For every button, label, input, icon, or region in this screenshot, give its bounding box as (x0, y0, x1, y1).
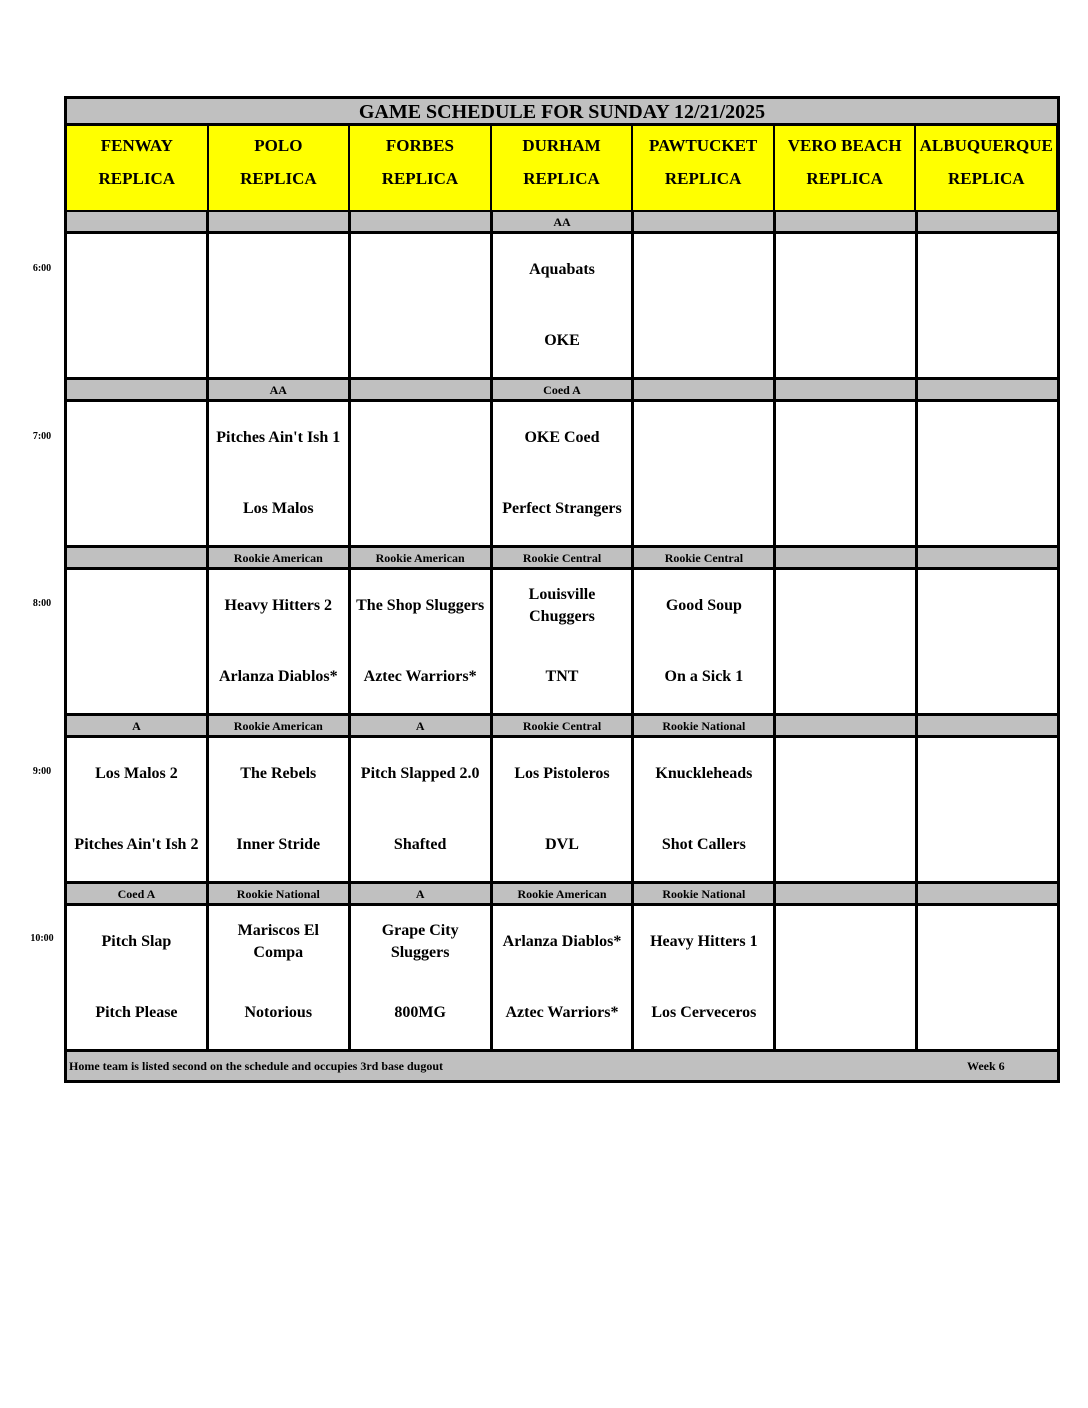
footer-note: Home team is listed second on the schedule and occupies 3rd base dugout (69, 1058, 444, 1073)
time-slots (64, 212, 1060, 1052)
away-team: Louisville Chuggers (528, 585, 596, 625)
game-cell (918, 570, 1060, 716)
game-cell (351, 570, 493, 716)
schedule-table (64, 96, 1060, 1083)
home-team (67, 474, 206, 546)
division-row (64, 716, 1060, 738)
venue-header-row (64, 126, 1060, 212)
division-label (351, 212, 493, 234)
game-cell (634, 234, 776, 380)
home-team (918, 306, 1057, 378)
venue-name: POLO (254, 136, 303, 155)
venue-header (633, 126, 775, 212)
venue-sub: REPLICA (381, 169, 459, 188)
game-row (64, 906, 1060, 1052)
venue-header (67, 126, 209, 212)
away-team (351, 234, 490, 306)
game-cell (776, 570, 918, 716)
away-team: Arlanza Diablos* (502, 932, 622, 950)
time-label: 7:00 (32, 430, 52, 442)
home-team (634, 306, 773, 378)
home-team (776, 642, 915, 714)
venue-sub: REPLICA (806, 169, 883, 188)
division-label: Coed A (67, 884, 209, 906)
away-team (918, 738, 1057, 810)
game-cell (634, 906, 776, 1052)
home-team: Los Malos (242, 500, 314, 518)
away-team: Aquabats (529, 260, 595, 278)
venue-name: FORBES (385, 136, 454, 155)
division-row (64, 548, 1060, 570)
game-cell (918, 402, 1060, 548)
division-label: Rookie American (351, 548, 493, 570)
game-cell (493, 738, 635, 884)
home-team (918, 474, 1057, 546)
home-team (209, 306, 348, 378)
home-team: Aztec Warriors* (505, 1004, 619, 1022)
game-cell (776, 906, 918, 1052)
division-label: Rookie National (634, 716, 776, 738)
home-team (918, 810, 1057, 882)
home-team: Pitches Ain't Ish 2 (74, 836, 199, 854)
away-team: Pitch Slap (101, 932, 172, 950)
game-cell (351, 234, 493, 380)
division-label: Rookie National (209, 884, 351, 906)
division-label: Rookie American (493, 884, 635, 906)
game-row (64, 738, 1060, 884)
home-team: Perfect Strangers (502, 500, 622, 518)
home-team (351, 306, 490, 378)
away-team (776, 402, 915, 474)
away-team (776, 738, 915, 810)
home-team: OKE (544, 332, 580, 350)
away-team: Mariscos El Compa (237, 921, 319, 961)
game-cell (634, 738, 776, 884)
away-team (634, 402, 773, 474)
division-label (634, 212, 776, 234)
game-cell (209, 402, 351, 548)
time-label: 8:00 (32, 598, 52, 609)
venue-sub: REPLICA (98, 169, 176, 188)
division-row (64, 212, 1060, 234)
home-team (67, 642, 206, 714)
away-team (918, 906, 1057, 978)
game-cell (918, 906, 1060, 1052)
division-label: Rookie American (209, 548, 351, 570)
home-team: DVL (545, 836, 579, 854)
home-team (634, 474, 773, 546)
home-team (351, 474, 490, 546)
away-team (67, 570, 206, 642)
game-cell (493, 234, 635, 380)
division-label: Rookie Central (634, 548, 776, 570)
away-team (918, 234, 1057, 306)
division-label (918, 380, 1060, 402)
time-label: 9:00 (32, 765, 52, 777)
venue-header (209, 126, 351, 212)
division-label (67, 212, 209, 234)
game-cell (493, 570, 635, 716)
division-label: AA (209, 380, 351, 402)
away-team (67, 234, 206, 306)
venue-name: ALBUQUERQUE (919, 136, 1053, 155)
game-cell (209, 906, 351, 1052)
home-team: Shot Callers (661, 836, 746, 854)
game-cell (209, 234, 351, 380)
game-cell (209, 570, 351, 716)
game-cell (67, 402, 209, 548)
game-cell (776, 402, 918, 548)
game-row (64, 402, 1060, 548)
venue-header (916, 126, 1059, 212)
division-label (918, 212, 1060, 234)
game-cell (634, 402, 776, 548)
away-team (776, 906, 915, 978)
away-team (776, 234, 915, 306)
away-team (351, 402, 490, 474)
venue-sub: REPLICA (664, 169, 742, 188)
home-team (67, 306, 206, 378)
game-cell (918, 234, 1060, 380)
home-team (918, 642, 1057, 714)
away-team: Pitches Ain't Ish 1 (216, 428, 341, 446)
division-label (776, 380, 918, 402)
away-team (918, 570, 1057, 642)
division-label: Rookie Central (493, 716, 635, 738)
game-row (64, 234, 1060, 380)
away-team: OKE Coed (524, 428, 600, 446)
game-cell (67, 234, 209, 380)
venue-sub: REPLICA (523, 169, 600, 188)
game-cell (776, 738, 918, 884)
division-label (776, 884, 918, 906)
division-label: Coed A (493, 380, 635, 402)
division-label: Rookie American (209, 716, 351, 738)
home-team: Aztec Warriors* (363, 668, 477, 686)
division-label (776, 548, 918, 570)
game-cell (493, 402, 635, 548)
away-team: The Rebels (240, 764, 317, 782)
division-label (776, 212, 918, 234)
division-label: A (67, 716, 209, 738)
venue-header (775, 126, 917, 212)
division-row (64, 884, 1060, 906)
game-cell (351, 738, 493, 884)
away-team (918, 402, 1057, 474)
division-label: AA (493, 212, 635, 234)
game-cell (634, 570, 776, 716)
division-label (67, 548, 209, 570)
away-team: Grape City Sluggers (381, 921, 459, 961)
division-label (67, 380, 209, 402)
game-cell (67, 738, 209, 884)
schedule-title: GAME SCHEDULE FOR SUNDAY 12/21/2025 (64, 96, 1060, 126)
away-team: Los Malos 2 (95, 764, 178, 782)
home-team: On a Sick 1 (664, 668, 744, 686)
away-team: The Shop Sluggers (356, 596, 485, 614)
time-label: 6:00 (32, 263, 52, 274)
week-label: Week 6 (967, 1058, 1005, 1073)
game-cell (67, 570, 209, 716)
away-team: Good Soup (665, 596, 742, 614)
division-label: A (351, 716, 493, 738)
game-cell (776, 234, 918, 380)
venue-name: DURHAM (522, 136, 601, 155)
game-cell (493, 906, 635, 1052)
division-label: Rookie National (634, 884, 776, 906)
away-team: Heavy Hitters 1 (650, 932, 758, 950)
away-team: Knuckleheads (655, 764, 753, 782)
home-team: 800MG (394, 1004, 446, 1022)
division-label (918, 548, 1060, 570)
away-team: Pitch Slapped 2.0 (360, 764, 480, 782)
division-label (351, 380, 493, 402)
home-team: Los Cerveceros (651, 1004, 757, 1022)
home-team (776, 306, 915, 378)
division-label (634, 380, 776, 402)
division-row (64, 380, 1060, 402)
venue-sub: REPLICA (948, 169, 1025, 188)
venue-name: VERO BEACH (787, 136, 902, 155)
away-team (634, 234, 773, 306)
division-label (209, 212, 351, 234)
away-team: Los Pistoleros (514, 764, 610, 782)
home-team: TNT (545, 668, 579, 686)
footer-row (64, 1052, 1060, 1083)
away-team: Heavy Hitters 2 (224, 596, 333, 614)
home-team: Notorious (244, 1004, 313, 1022)
home-team (918, 978, 1057, 1050)
venue-sub: REPLICA (240, 169, 317, 188)
time-label: 10:00 (30, 933, 54, 944)
game-cell (209, 738, 351, 884)
division-label: A (351, 884, 493, 906)
home-team: Arlanza Diablos* (218, 668, 338, 686)
game-cell (67, 906, 209, 1052)
home-team (776, 810, 915, 882)
away-team (776, 570, 915, 642)
division-label (918, 884, 1060, 906)
game-cell (351, 402, 493, 548)
division-label: Rookie Central (493, 548, 635, 570)
division-label (918, 716, 1060, 738)
game-cell (351, 906, 493, 1052)
away-team (209, 234, 348, 306)
venue-name: FENWAY (100, 136, 173, 155)
venue-name: PAWTUCKET (648, 136, 758, 155)
away-team (67, 402, 206, 474)
home-team (776, 978, 915, 1050)
venue-header (492, 126, 634, 212)
division-label (776, 716, 918, 738)
home-team: Pitch Please (95, 1004, 178, 1022)
home-team: Shafted (393, 836, 447, 854)
venue-header (350, 126, 492, 212)
game-cell (918, 738, 1060, 884)
home-team: Inner Stride (236, 836, 321, 854)
home-team (776, 474, 915, 546)
game-row (64, 570, 1060, 716)
